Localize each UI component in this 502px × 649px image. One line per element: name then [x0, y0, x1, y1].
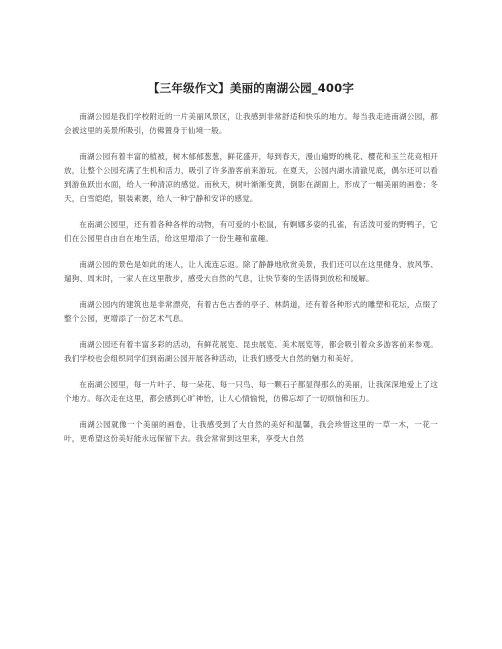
paragraph: 南湖公园有着丰富的植被，树木郁郁葱葱，鲜花盛开，每到春天，漫山遍野的桃花、樱花和玉兰花竞相开放，让整个公园充满了生机和活力，吸引了许多游客前来游玩。在夏天，公园内湖水清澈见底，偶尔还可以看到游鱼跃出水面，给人一种清凉的感觉。而秋天，树叶渐渐变黄，倒影在湖面上，形成了一幅美丽的画卷；冬天，白雪皑皑，银装素裹，给人一种宁静和安详的感觉。: [64, 152, 438, 203]
paragraph: 南湖公园内的建筑也是非常漂亮，有着古色古香的亭子、林荫道，还有着各种形式的雕塑和花坛，点缀了整个公园，更增添了一份艺术气息。: [64, 300, 438, 323]
paragraph: 南湖公园还有着丰富多彩的活动，有鲜花展览、昆虫展览、美术展览等，都会吸引着众多游客前来参观。我们学校也会组织同学们到南湖公园开展各种活动，让我们感受大自然的魅力和美好。: [64, 340, 438, 363]
paragraph: 在南湖公园里，还有着各种各样的动物，有可爱的小松鼠，有婀娜多姿的孔雀，有活泼可爱的野鸭子，它们在公园里自由自在地生活，给这里增添了一份生趣和童趣。: [64, 220, 438, 243]
paragraph: 南湖公园就像一个美丽的画卷，让我感受到了大自然的美好和温馨，我会珍惜这里的一草一木，一花一叶，更希望这份美好能永远保留下去。我会常常到这里来，享受大自然: [64, 420, 438, 443]
document-title: 【三年级作文】美丽的南湖公园_400字: [147, 81, 355, 95]
paragraph: 南湖公园是我们学校附近的一片美丽风景区，让我感到非常舒适和快乐的地方。每当我走进南湖公园，都会被这里的美景所吸引，仿佛置身于仙境一般。: [64, 112, 438, 135]
paragraph: 南湖公园的景色是如此的迷人，让人流连忘返。除了静静地欣赏美景，我们还可以在这里健身、放风筝、遛狗、周末时，一家人在这里散步，感受大自然的气息，让快节奏的生活得到放松和缓解。: [64, 260, 438, 283]
paragraph: 在南湖公园里，每一片叶子、每一朵花、每一只鸟、每一颗石子都显得那么的美丽，让我深深地爱上了这个地方。每次走在这里，都会感到心旷神怡，让人心情愉悦，仿佛忘却了一切烦恼和压力。: [64, 380, 438, 403]
